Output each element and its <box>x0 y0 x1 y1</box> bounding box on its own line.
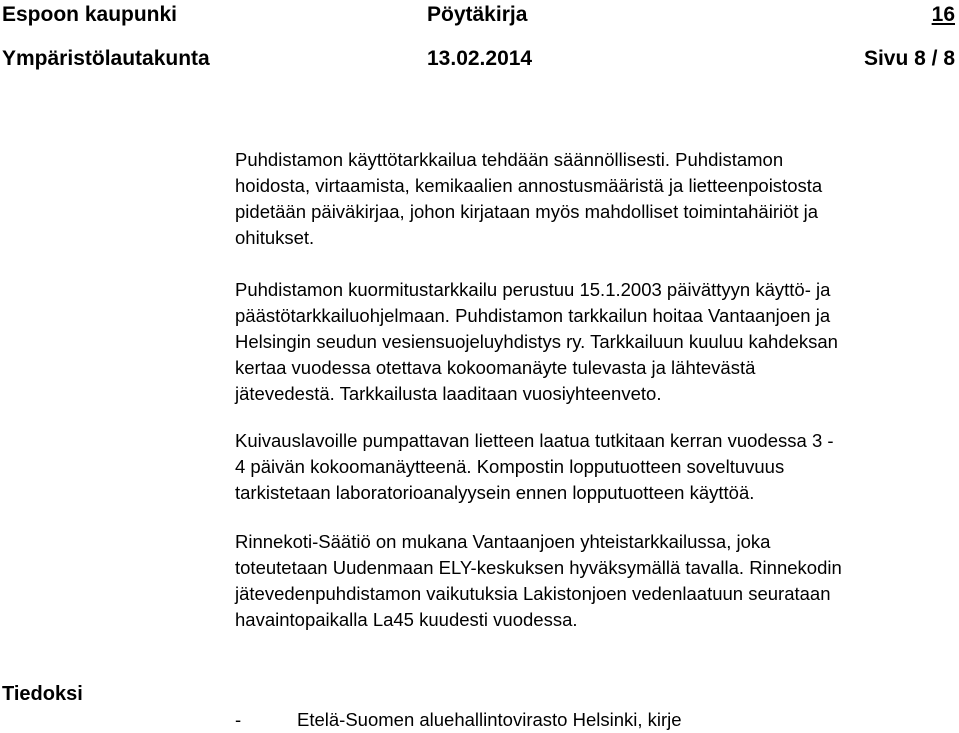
page-number: Sivu 8 / 8 <box>863 47 955 70</box>
organization-name: Espoon kaupunki <box>2 3 178 26</box>
distribution-label: Tiedoksi <box>2 683 83 705</box>
committee-name: Ympäristölautakunta <box>2 47 210 70</box>
paragraph-text: Puhdistamon kuormitustarkkailu perustuu 15.1.2003 päivättyyn käyttö- ja päästötarkkailuohjelmaan. Puhdistamon tarkkailun hoitaa Vantaanjoen ja Helsingin seudun vesiensuojeluyhdistys ry. Tarkkailuun kuuluu kahdeksan kertaa vuodessa otettava kokoomanäyte tulevasta ja lähtevästä jätevedestä. Tarkkailusta laaditaan vuosiyhteenveto. <box>235 279 838 404</box>
paragraph-text: Kuivauslavoille pumpattavan lietteen laatua tutkitaan kerran vuodessa 3 - 4 päivän kokoomanäytteenä. Kompostin lopputuotteen soveltuvuus tarkistetaan laboratorioanalyysein ennen lopputuotteen käyttöä. <box>235 430 834 503</box>
paragraph-operation-monitoring <box>235 147 957 251</box>
meeting-date: 13.02.2014 <box>427 47 533 70</box>
list-dash: - <box>235 709 242 730</box>
paragraph-load-monitoring <box>235 277 957 407</box>
distribution-recipient: Etelä-Suomen aluehallintovirasto Helsinki, kirje <box>297 709 682 730</box>
paragraph-text: Puhdistamon käyttötarkkailua tehdään säännöllisesti. Puhdistamon hoidosta, virtaamista, kemikaalien annostusmääristä ja lietteenpoistosta pidetään päiväkirjaa, johon kirjataan myös mahdolliset toimintahäiriöt ja ohitukset. <box>235 149 823 248</box>
section-number: 16 <box>931 3 955 26</box>
paragraph-joint-monitoring <box>235 529 957 633</box>
distribution-list-item <box>235 707 682 733</box>
document-type: Pöytäkirja <box>427 3 528 26</box>
paragraph-sludge-quality <box>235 428 957 506</box>
paragraph-text: Rinnekoti-Säätiö on mukana Vantaanjoen yhteistarkkailussa, joka toteutetaan Uudenmaan ELY-keskuksen hyväksymällä tavalla. Rinnekodin jätevedenpuhdistamon vaikutuksia Lakistonjoen vedenlaatuun seurataan havaintopaikalla La45 kuudesti vuodessa. <box>235 531 842 630</box>
